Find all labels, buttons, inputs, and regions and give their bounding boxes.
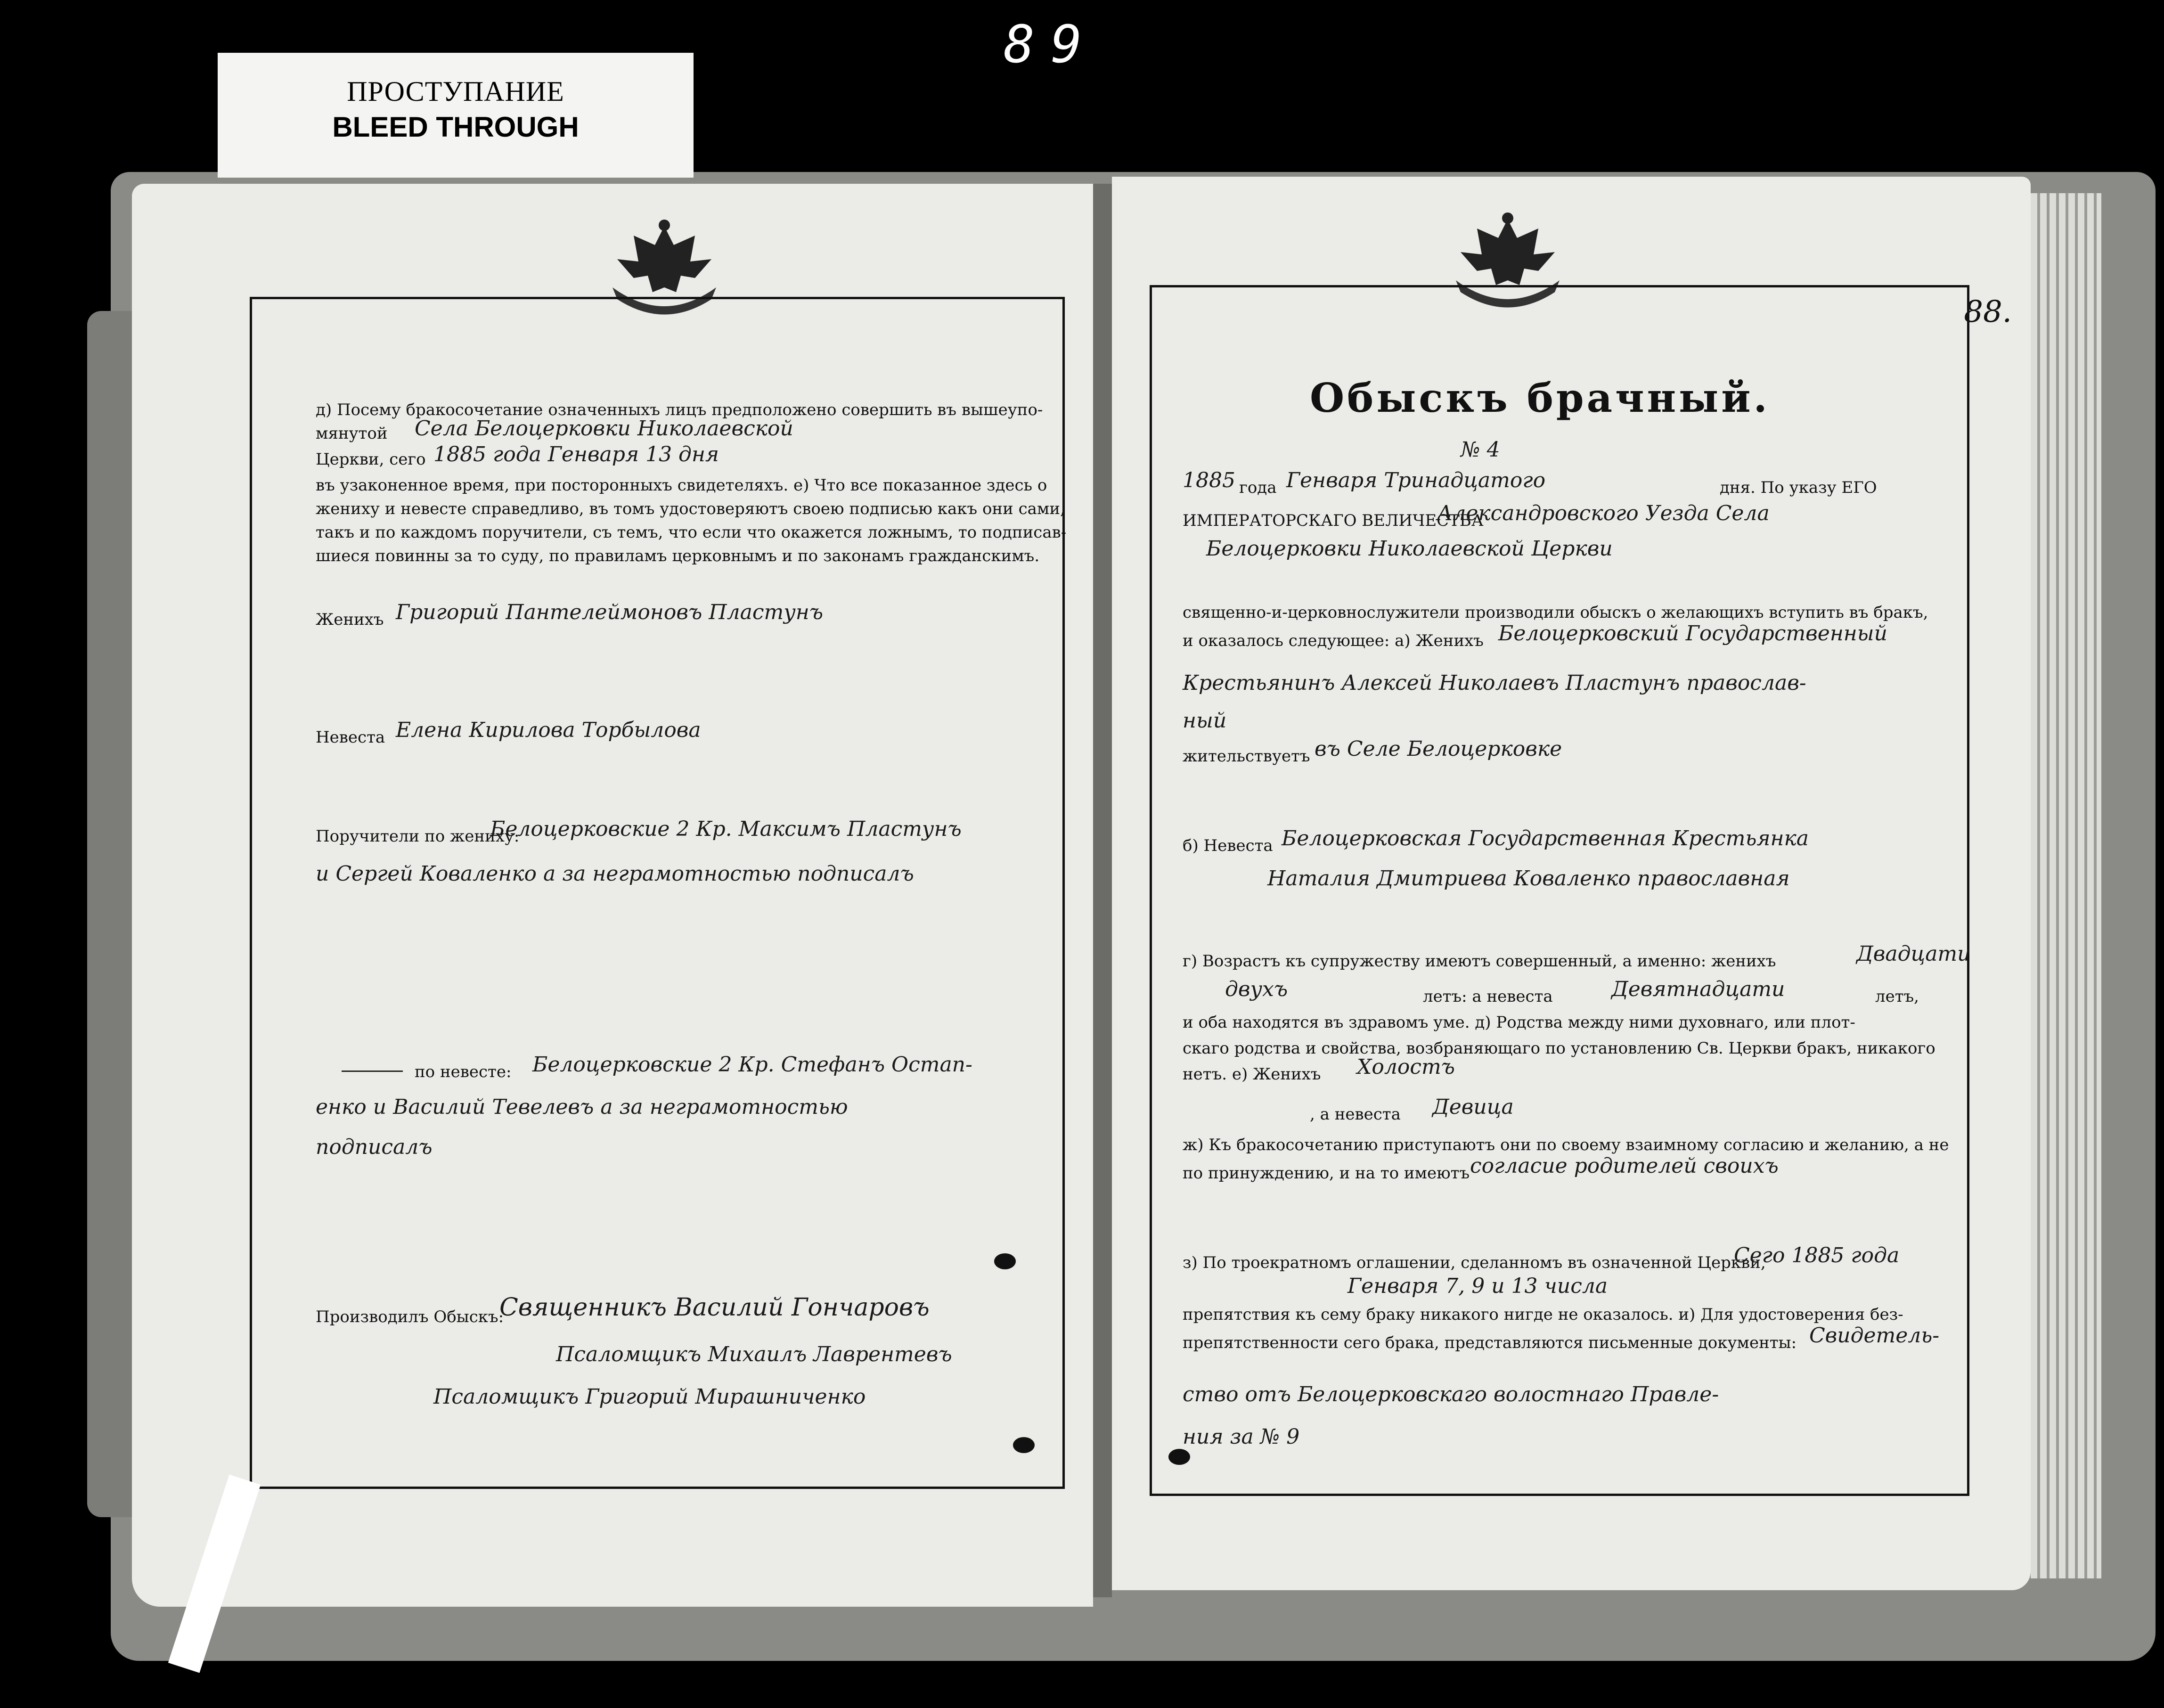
- line5-printed: и оказалось следующее: а) Женихъ: [1183, 631, 1484, 650]
- para-d-line5: жениху и невесте справедливо, въ томъ удостоверяютъ своею подписью какъ они сами,: [316, 499, 1065, 518]
- residence-label: жительствуетъ: [1183, 747, 1310, 766]
- guarantors-bride-line3: подписалъ: [316, 1135, 433, 1159]
- guarantors-bride-line1: Белоцерковские 2 Кр. Стефанъ Остап-: [532, 1053, 972, 1077]
- bride-handwriting-2: Наталия Дмитриева Коваленко православная: [1267, 866, 1790, 891]
- consent-printed-2: по принуждению, и на то имеютъ: [1183, 1164, 1470, 1183]
- groom-label: Женихъ: [316, 610, 384, 629]
- guarantors-bride-label: по невесте:: [415, 1062, 512, 1081]
- search-performer-label: Производилъ Обыскъ:: [316, 1308, 504, 1326]
- line5-handwriting: Белоцерковский Государственный: [1498, 621, 1887, 646]
- bride-handwriting-1: Белоцерковская Государственная Крестьянка: [1282, 826, 1809, 850]
- para-d-line2: мянутой: [316, 424, 388, 443]
- bride-status-handwriting: Девица: [1432, 1095, 1514, 1119]
- para-d-line1: д) Посему бракосочетание означенныхъ лицъ предположено совершить въ вышеупо-: [316, 400, 1043, 419]
- banns-handwriting-3: Свидетель-: [1809, 1324, 1940, 1348]
- frame-number: 89: [1004, 14, 1098, 74]
- priest-signature: Священникъ Василий Гончаровъ: [499, 1293, 930, 1322]
- age-groom-handwriting: Двадцати: [1856, 942, 1971, 966]
- para-d-line7: шиеся повинны за то суду, по правиламъ церковнымъ и по законамъ гражданскимъ.: [316, 547, 1040, 565]
- line3-handwriting: Белоцерковки Николаевской Церкви: [1206, 537, 1613, 561]
- line7-handwriting: ный: [1183, 709, 1227, 733]
- guarantors-groom-line1: Белоцерковские 2 Кр. Максимъ Пластунъ: [490, 817, 962, 841]
- page-number: 88.: [1964, 294, 2012, 329]
- consent-handwriting: согласие родителей своихъ: [1470, 1154, 1779, 1178]
- groom-name: Григорий Пантелеймоновъ Пластунъ: [396, 600, 824, 624]
- banns-printed-2: препятствия къ сему браку никакого нигде не оказалось. и) Для удостоверения без-: [1183, 1305, 1903, 1324]
- left-page: [132, 184, 1093, 1607]
- line4-printed: священно-и-церковнослужители производили обыскъ о желающихъ вступить въ бракъ,: [1183, 603, 1928, 622]
- banns-handwriting-5: ния за № 9: [1183, 1425, 1300, 1449]
- ink-blot: [994, 1253, 1016, 1269]
- bleed-through-label: [218, 53, 694, 178]
- consent-printed-1: ж) Къ бракосочетанию приступаютъ они по своему взаимному согласию и желанию, а не: [1183, 1136, 1949, 1154]
- psalmist-signature-1: Псаломщикъ Михаилъ Лаврентевъ: [556, 1342, 952, 1366]
- banns-printed-3: препятственности сего брака, представляются письменные документы:: [1183, 1333, 1797, 1352]
- right-page: [1112, 177, 2031, 1590]
- banns-handwriting-1: Сего 1885 года: [1734, 1243, 1900, 1267]
- bleed-label-ru: ПРОСТУПАНИЕ: [347, 76, 564, 107]
- book-gutter: [1093, 184, 1112, 1597]
- record-number: № 4: [1461, 438, 1500, 462]
- banns-printed-1: з) По троекратномъ оглашении, сделанномъ въ означенной Церкви,: [1183, 1253, 1766, 1272]
- age-groom-handwriting-2: двухъ: [1225, 977, 1288, 1001]
- kinship-printed-3: нетъ. е) Женихъ: [1183, 1065, 1321, 1084]
- line1-handwriting: Генваря Тринадцатого: [1286, 468, 1546, 492]
- psalmist-signature-2: Псаломщикъ Григорий Мирашниченко: [433, 1385, 866, 1409]
- age-printed-3: летъ,: [1875, 987, 1919, 1006]
- church-handwriting: Села Белоцерковки Николаевской: [415, 417, 793, 441]
- ink-blot: [1168, 1449, 1190, 1465]
- bride-label: Невеста: [316, 728, 385, 747]
- bleed-label-en: BLEED THROUGH: [332, 111, 579, 143]
- age-printed-1: г) Возрастъ къ супружеству имеютъ совершенный, а именно: женихъ: [1183, 952, 1776, 971]
- line1-printed-a: года: [1239, 478, 1277, 497]
- age-bride-handwriting: Девятнадцати: [1611, 977, 1785, 1001]
- guarantors-bride-line2: енко и Василий Тевелевъ а за неграмотностью: [316, 1095, 848, 1119]
- guarantors-groom-label: Поручители по жениху:: [316, 827, 520, 846]
- para-d-line3: Церкви, сего: [316, 450, 426, 469]
- banns-handwriting-4: ство отъ Белоцерковскаго волостнаго Правле-: [1183, 1382, 1719, 1406]
- banns-handwriting-2: Генваря 7, 9 и 13 числа: [1347, 1274, 1608, 1298]
- bride-label: б) Невеста: [1183, 836, 1273, 855]
- guarantors-groom-line2: и Сергей Коваленко а за неграмотностью подписалъ: [316, 862, 914, 886]
- line2-handwriting: Александровского Уезда Села: [1437, 501, 1770, 525]
- document-title: Обыскъ брачный.: [1310, 375, 1770, 421]
- para-d-line4: въ узаконенное время, при посторонныхъ свидетеляхъ. е) Что все показанное здесь о: [316, 476, 1047, 495]
- ink-blot: [1013, 1437, 1035, 1453]
- age-printed-2: летъ: а невеста: [1423, 987, 1553, 1006]
- page-edges: [2031, 193, 2101, 1578]
- residence-handwriting: въ Селе Белоцерковке: [1315, 737, 1562, 761]
- dash-rule: [342, 1071, 403, 1072]
- year-handwriting: 1885: [1183, 468, 1235, 492]
- line1-printed-b: дня. По указу ЕГО: [1720, 478, 1877, 497]
- kinship-printed-4: , а невеста: [1310, 1105, 1401, 1124]
- date-handwriting: 1885 года Генваря 13 дня: [433, 442, 719, 466]
- bride-name: Елена Кирилова Торбылова: [396, 718, 701, 742]
- line6-handwriting: Крестьянинъ Алексей Николаевъ Пластунъ православ-: [1183, 671, 1806, 695]
- line2-printed: ИМПЕРАТОРСКАГО ВЕЛИЧЕСТВА: [1183, 511, 1484, 530]
- groom-status-handwriting: Холостъ: [1357, 1055, 1455, 1079]
- kinship-printed-1: и оба находятся въ здравомъ уме. д) Родства между ними духовнаго, или плот-: [1183, 1013, 1855, 1032]
- kinship-printed-2: скаго родства и свойства, возбраняющаго по установлению Св. Церкви бракъ, никакого: [1183, 1039, 1935, 1058]
- para-d-line6: такъ и по каждомъ поручители, съ темъ, что если что окажется ложнымъ, то подписав-: [316, 523, 1067, 542]
